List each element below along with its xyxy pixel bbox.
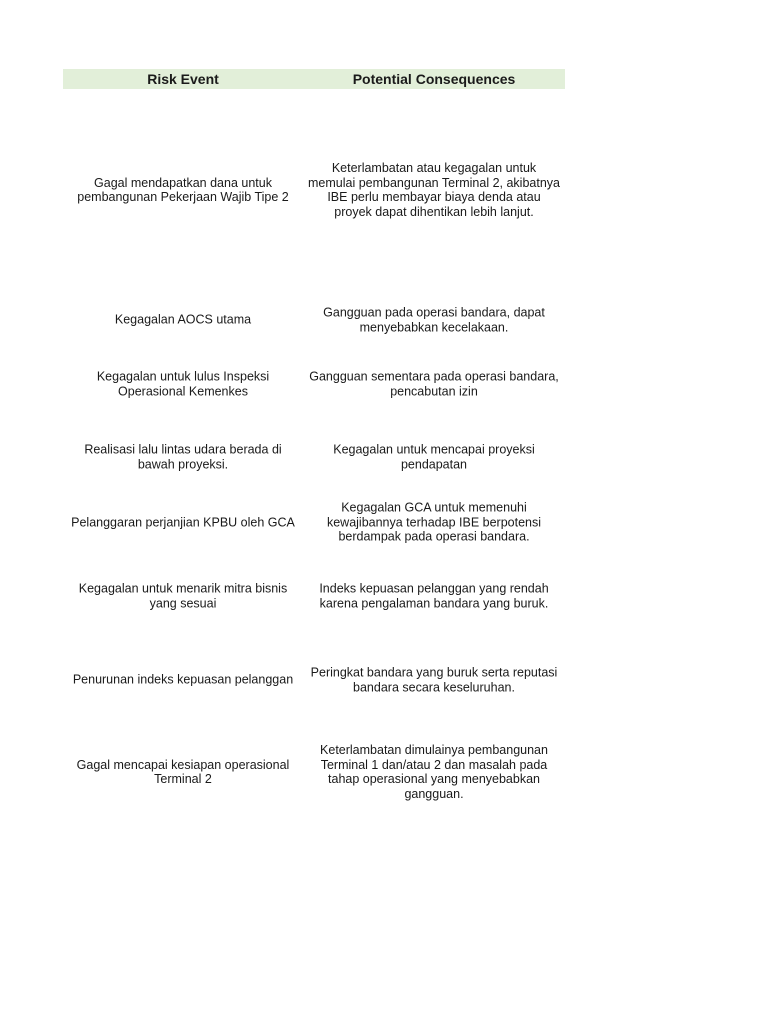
risk-event-cell: Kegagalan untuk lulus Inspeksi Operasional Kemenkes (96, 369, 270, 398)
risk-event-cell: Penurunan indeks kepuasan pelanggan (72, 672, 294, 687)
consequence-cell: Kegagalan untuk mencapai proyeksi pendapatan (333, 442, 535, 471)
consequence-cell: Kegagalan GCA untuk memenuhi kewajibannya terhadap IBE berpotensi berdampak pada operasi bandara. (326, 500, 542, 544)
table-row (63, 743, 565, 801)
consequence-cell: Keterlambatan atau kegagalan untuk memulai pembangunan Terminal 2, akibatnya IBE perlu membayar biaya denda atau proyek dapat dihentikan lebih lanjut. (307, 161, 560, 219)
risk-event-cell: Gagal mendapatkan dana untuk pembangunan Pekerjaan Wajib Tipe 2 (77, 175, 289, 204)
risk-event-cell: Kegagalan untuk menarik mitra bisnis yang sesuai (78, 581, 288, 610)
consequence-cell: Gangguan pada operasi bandara, dapat menyebabkan kecelakaan. (323, 305, 545, 334)
table-row (63, 666, 565, 695)
risk-event-cell: Kegagalan AOCS utama (114, 312, 252, 327)
table-row (63, 582, 565, 611)
risk-event-cell: Realisasi lalu lintas udara berada di bawah proyeksi. (84, 442, 282, 471)
risk-event-cell: Gagal mencapai kesiapan operasional Terminal 2 (76, 757, 290, 786)
table-row (63, 500, 565, 544)
consequence-cell: Peringkat bandara yang buruk serta reputasi bandara secara keseluruhan. (310, 665, 558, 694)
consequence-cell: Gangguan sementara pada operasi bandara, pencabutan izin (309, 369, 559, 398)
risk-event-cell: Pelanggaran perjanjian KPBU oleh GCA (71, 514, 295, 529)
table-row (63, 306, 565, 335)
risk-table (63, 69, 565, 801)
table-header (63, 69, 565, 89)
table-row (63, 161, 565, 219)
header-potential-consequences: Potential Consequences (352, 71, 516, 87)
consequence-cell: Indeks kepuasan pelanggan yang rendah karena pengalaman bandara yang buruk. (319, 581, 549, 610)
header-risk-event: Risk Event (147, 71, 219, 87)
table-row (63, 370, 565, 399)
table-row (63, 443, 565, 472)
consequence-cell: Keterlambatan dimulainya pembangunan Terminal 1 dan/atau 2 dan masalah pada tahap operasional yang menyebabkan gangguan. (320, 743, 548, 801)
